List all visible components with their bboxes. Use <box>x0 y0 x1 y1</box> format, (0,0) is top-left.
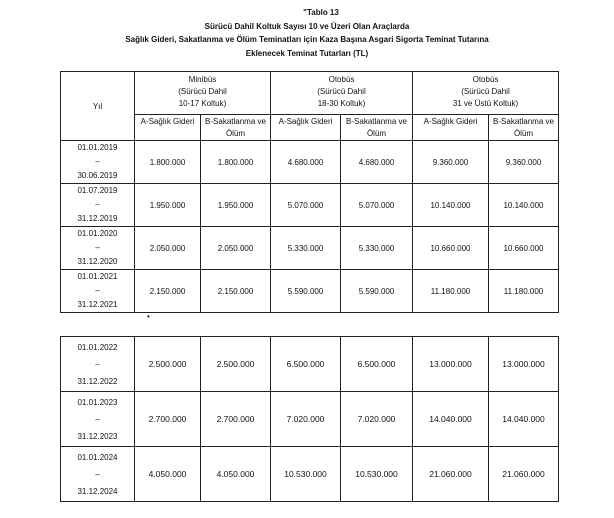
value-cell: 4.050.000 <box>135 447 201 502</box>
subheader-health: A-Sağlık Gideri <box>271 115 341 141</box>
table-row <box>61 141 559 184</box>
group-header-bus-31-plus: Otobüs (Sürücü Dahil 31 ve Üstü Koltuk) <box>413 72 559 115</box>
value-cell: 6.500.000 <box>271 337 341 392</box>
period-cell: 01.07.2019 – 31.12.2019 <box>61 184 135 227</box>
value-cell: 14.040.000 <box>413 392 489 447</box>
value-cell: 2.700.000 <box>135 392 201 447</box>
value-cell: 10.530.000 <box>271 447 341 502</box>
value-cell: 21.060.000 <box>413 447 489 502</box>
title-line-2: Sağlık Gideri, Sakatlanma ve Ölüm Teminatları için Kaza Başına Asgari Sigorta Teminat Tutarına <box>125 35 489 44</box>
subheader-disability-death: B-Sakatlanma ve Ölüm <box>341 115 413 141</box>
period-cell: 01.01.2024 – 31.12.2024 <box>61 447 135 502</box>
value-cell: 14.040.000 <box>489 392 559 447</box>
value-cell: 5.330.000 <box>341 227 413 270</box>
subheader-health: A-Sağlık Gideri <box>135 115 201 141</box>
value-cell: 2.050.000 <box>201 227 271 270</box>
value-cell: 5.070.000 <box>271 184 341 227</box>
table-row <box>61 392 559 447</box>
value-cell: 1.950.000 <box>135 184 201 227</box>
period-cell: 01.01.2022 – 31.12.2022 <box>61 337 135 392</box>
title-line-1: Sürücü Dahil Koltuk Sayısı 10 ve Üzeri Olan Araçlarda <box>204 21 410 31</box>
title-line-3: Eklenecek Teminat Tutarları (TL) <box>245 48 369 58</box>
value-cell: 10.140.000 <box>413 184 489 227</box>
value-cell: 9.360.000 <box>489 141 559 184</box>
value-cell: 10.660.000 <box>413 227 489 270</box>
subheader-health: A-Sağlık Gideri <box>413 115 489 141</box>
value-cell: 7.020.000 <box>341 392 413 447</box>
value-cell: 10.530.000 <box>341 447 413 502</box>
table-row <box>61 184 559 227</box>
value-cell: 6.500.000 <box>341 337 413 392</box>
coverage-table-part-1 <box>60 71 559 313</box>
value-cell: 4.050.000 <box>201 447 271 502</box>
group-header-minibus: Minibüs (Sürücü Dahil 10-17 Koltuk) <box>135 72 271 115</box>
value-cell: 5.070.000 <box>341 184 413 227</box>
table-row <box>61 447 559 502</box>
stray-mark: • <box>147 312 150 321</box>
value-cell: 5.330.000 <box>271 227 341 270</box>
subheader-disability-death: B-Sakatlanma ve Ölüm <box>201 115 271 141</box>
value-cell: 4.680.000 <box>271 141 341 184</box>
coverage-table-part-2 <box>60 336 559 502</box>
value-cell: 2.050.000 <box>135 227 201 270</box>
value-cell: 2.150.000 <box>201 270 271 313</box>
document-header <box>0 6 614 60</box>
period-cell: 01.01.2021 – 31.12.2021 <box>61 270 135 313</box>
period-cell: 01.01.2023 – 31.12.2023 <box>61 392 135 447</box>
value-cell: 11.180.000 <box>413 270 489 313</box>
table-row <box>61 270 559 313</box>
period-cell: 01.01.2019 – 30.06.2019 <box>61 141 135 184</box>
value-cell: 13.000.000 <box>413 337 489 392</box>
value-cell: 7.020.000 <box>271 392 341 447</box>
value-cell: 1.800.000 <box>135 141 201 184</box>
value-cell: 2.700.000 <box>201 392 271 447</box>
value-cell: 11.180.000 <box>489 270 559 313</box>
value-cell: 21.060.000 <box>489 447 559 502</box>
table-number: "Tablo 13 <box>303 8 339 17</box>
header-row <box>61 72 559 115</box>
table-row <box>61 227 559 270</box>
value-cell: 4.680.000 <box>341 141 413 184</box>
value-cell: 2.500.000 <box>201 337 271 392</box>
value-cell: 13.000.000 <box>489 337 559 392</box>
value-cell: 9.360.000 <box>413 141 489 184</box>
subheader-disability-death: B-Sakatlanma ve Ölüm <box>489 115 559 141</box>
value-cell: 10.140.000 <box>489 184 559 227</box>
value-cell: 1.950.000 <box>201 184 271 227</box>
period-cell: 01.01.2020 – 31.12.2020 <box>61 227 135 270</box>
value-cell: 10.660.000 <box>489 227 559 270</box>
value-cell: 5.590.000 <box>341 270 413 313</box>
value-cell: 1.800.000 <box>201 141 271 184</box>
value-cell: 2.150.000 <box>135 270 201 313</box>
group-header-bus-18-30: Otobüs (Sürücü Dahil 18-30 Koltuk) <box>271 72 413 115</box>
year-header: Yıl <box>61 72 135 141</box>
subheader-row <box>61 115 559 141</box>
value-cell: 2.500.000 <box>135 337 201 392</box>
table-row <box>61 337 559 392</box>
value-cell: 5.590.000 <box>271 270 341 313</box>
